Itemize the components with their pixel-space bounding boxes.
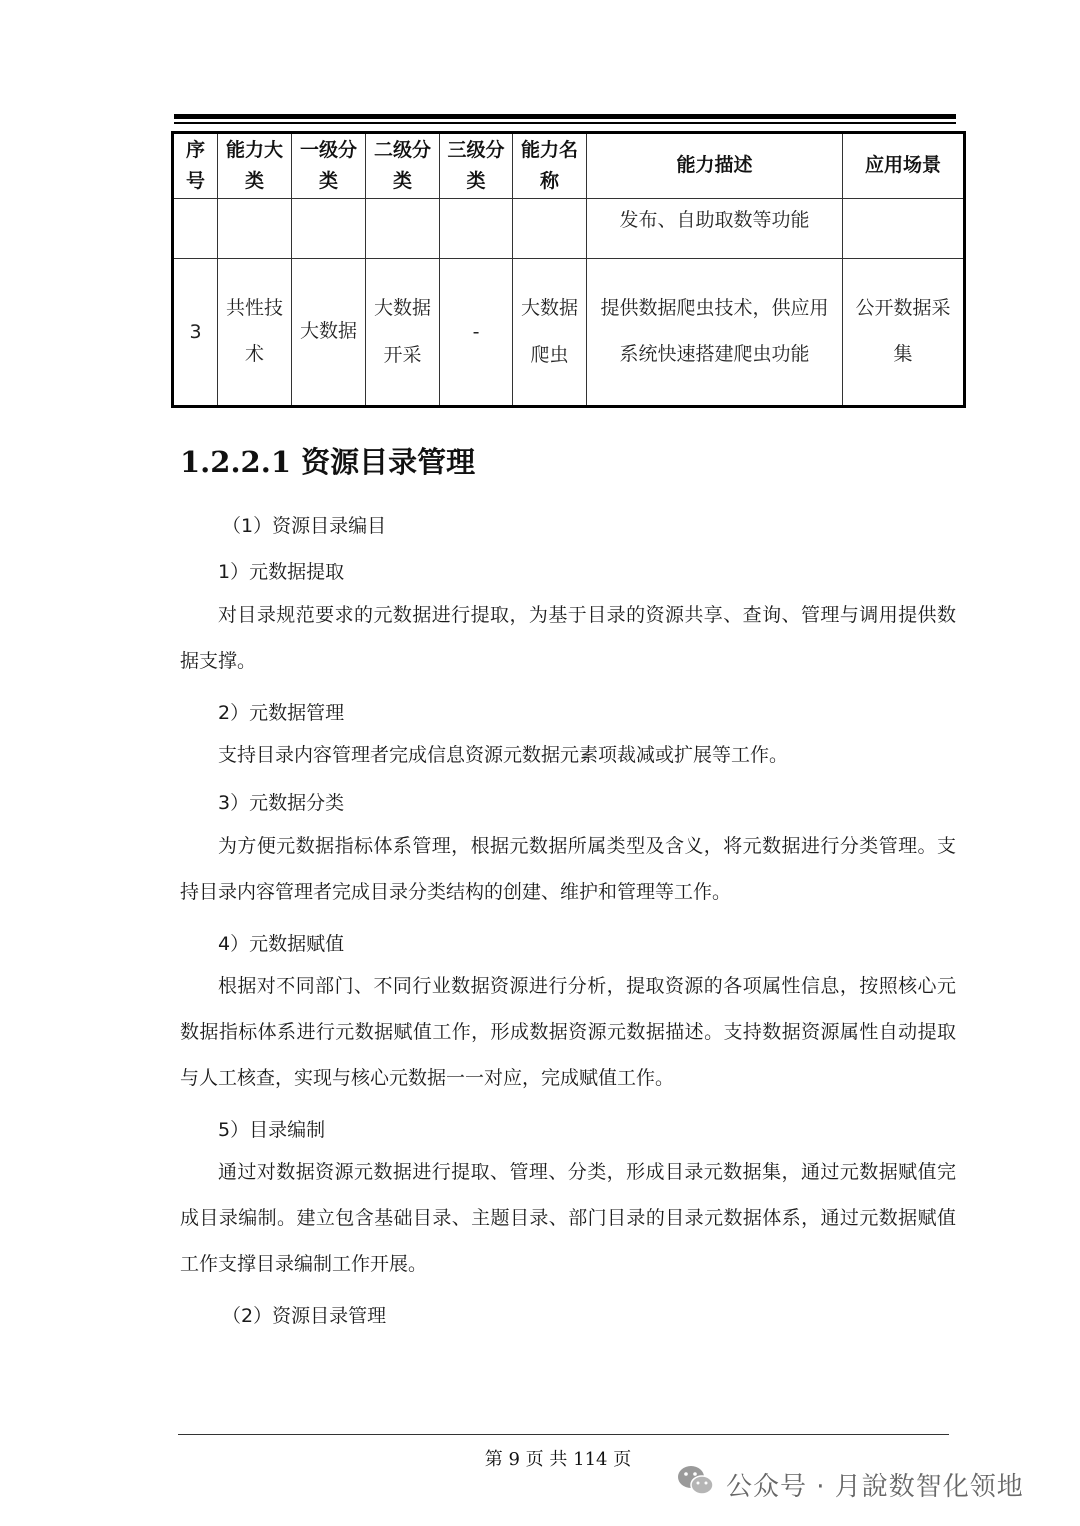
table-row bbox=[173, 199, 965, 259]
watermark-text: 公众号 · 月說数智化领地 bbox=[726, 1471, 1024, 1502]
header-cell: 二级分类 bbox=[366, 133, 440, 199]
table-cell: 公开数据采集 bbox=[843, 259, 965, 407]
page-number: 第 9 页 共 114 页 bbox=[484, 1449, 632, 1470]
table-cell: 3 bbox=[173, 259, 218, 407]
header-rule-thin bbox=[174, 122, 956, 124]
item-body: 根据对不同部门、不同行业数据资源进行分析，提取资源的各项属性信息，按照核心元数据指标体系进行元数据赋值工作，形成数据资源元数据描述。支持数据资源属性自动提取与人工核查，实现与核心元数据一一对应，完成赋值工作。 bbox=[180, 975, 956, 1089]
section-number: 1.2.2.1 bbox=[180, 445, 292, 479]
table-cell bbox=[292, 199, 366, 259]
table-cell: 共性技术 bbox=[218, 259, 292, 407]
header-cell: 能力名称 bbox=[513, 133, 587, 199]
table-cell bbox=[440, 199, 513, 259]
header-cell: 能力描述 bbox=[587, 133, 843, 199]
wechat-icon bbox=[676, 1464, 716, 1505]
item-title: 2）元数据管理 bbox=[218, 702, 345, 724]
footer-rule bbox=[178, 1434, 949, 1435]
item-body: 支持目录内容管理者完成信息资源元数据元素项裁减或扩展等工作。 bbox=[218, 744, 789, 766]
table-cell bbox=[366, 199, 440, 259]
table-cell bbox=[843, 199, 965, 259]
table-header-row bbox=[173, 133, 965, 199]
watermark bbox=[676, 1466, 1024, 1502]
table-cell bbox=[173, 199, 218, 259]
section-title: 资源目录管理 bbox=[301, 445, 476, 479]
capability-table bbox=[171, 131, 966, 408]
item-body: 对目录规范要求的元数据进行提取，为基于目录的资源共享、查询、管理与调用提供数据支撑。 bbox=[180, 604, 956, 672]
table-cell: - bbox=[440, 259, 513, 407]
table-cell: 提供数据爬虫技术，供应用系统快速搭建爬虫功能 bbox=[587, 259, 843, 407]
header-cell: 三级分类 bbox=[440, 133, 513, 199]
item-title: 1）元数据提取 bbox=[218, 561, 345, 583]
header-cell: 应用场景 bbox=[843, 133, 965, 199]
sub-heading: （2）资源目录管理 bbox=[222, 1305, 387, 1327]
table-cell: 大数据开采 bbox=[366, 259, 440, 407]
header-cell: 能力大类 bbox=[218, 133, 292, 199]
item-title: 3）元数据分类 bbox=[218, 792, 345, 814]
table-cell: 大数据爬虫 bbox=[513, 259, 587, 407]
item-title: 4）元数据赋值 bbox=[218, 933, 345, 955]
table-cell: 大数据 bbox=[292, 259, 366, 407]
section-heading bbox=[180, 440, 475, 481]
table-cell bbox=[218, 199, 292, 259]
header-cell: 序号 bbox=[173, 133, 218, 199]
table-cell: 发布、自助取数等功能 bbox=[587, 199, 843, 259]
header-cell: 一级分类 bbox=[292, 133, 366, 199]
item-body: 为方便元数据指标体系管理，根据元数据所属类型及含义，将元数据进行分类管理。支持目录内容管理者完成目录分类结构的创建、维护和管理等工作。 bbox=[180, 835, 956, 903]
sub-heading: （1）资源目录编目 bbox=[222, 515, 387, 537]
table-row bbox=[173, 259, 965, 407]
header-rule-thick bbox=[174, 114, 956, 119]
item-body: 通过对数据资源元数据进行提取、管理、分类，形成目录元数据集，通过元数据赋值完成目录编制。建立包含基础目录、主题目录、部门目录的目录元数据体系，通过元数据赋值工作支撑目录编制工作开展。 bbox=[180, 1161, 956, 1275]
item-title: 5）目录编制 bbox=[218, 1119, 326, 1141]
table-cell bbox=[513, 199, 587, 259]
